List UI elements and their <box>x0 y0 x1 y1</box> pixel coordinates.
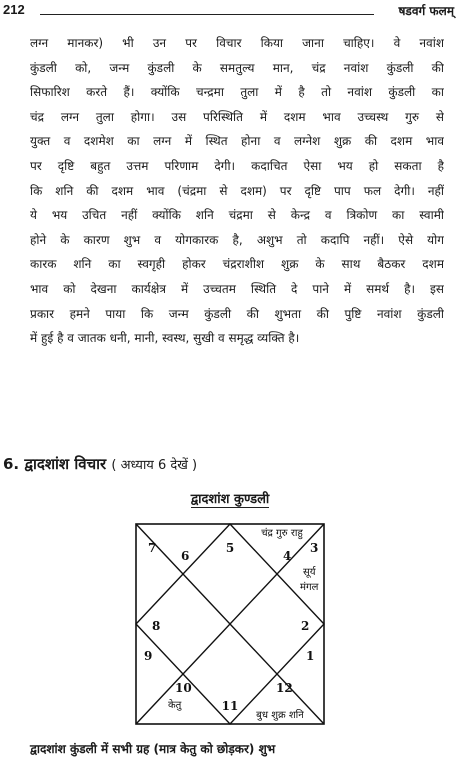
paragraph-line: भाव को देखना कार्यक्षेत्र में उच्चतम स्थिति दे पाने में समर्थ है। इस <box>30 281 444 296</box>
house-10: 10 <box>175 681 192 695</box>
planets-house-4: चंद्र गुरु राहु <box>261 528 303 539</box>
section-reference: ( अध्याय 6 देखें ) <box>111 458 198 473</box>
section-number: 6. <box>3 455 20 473</box>
running-title: षडवर्ग फलम् <box>398 4 454 18</box>
body-paragraph <box>30 31 444 351</box>
header-rule <box>40 14 374 15</box>
chart-title: द्वादशांश कुण्डली <box>190 492 270 507</box>
planets-house-12: बुध शुक्र शनि <box>256 710 304 721</box>
paragraph-line: ये भय उचित नहीं क्योंकि शनि चंद्रमा से केन्द्र व त्रिकोण का स्वामी <box>30 208 444 223</box>
house-2: 2 <box>301 619 310 633</box>
house-1: 1 <box>306 649 315 663</box>
planet-ketu-house-10: केतु <box>168 700 182 711</box>
page-header <box>0 0 460 22</box>
paragraph-line: कि शनि की दशम भाव (चंद्रमा से दशम) पर दृष्टि पाप फल देगी। नहीं <box>30 183 444 198</box>
house-5: 5 <box>225 541 235 555</box>
continuation-line: द्वादशांश कुंडली में सभी ग्रह (मात्र केतु को छोड़कर) शुभ <box>30 742 276 756</box>
house-7: 7 <box>148 541 157 555</box>
paragraph-line: चंद्र लग्न तुला होगा। उस परिस्थिति में दशम भाव उच्चस्थ गुरु से <box>30 109 444 124</box>
paragraph-line: युक्त व दशमेश का लग्न में स्थित होना व लग्नेश शुक्र की दशम भाव <box>30 134 444 149</box>
planet-mangal-house-3: मंगल <box>300 582 319 593</box>
house-12: 12 <box>276 681 293 695</box>
paragraph-line: होने के कारण शुभ व योगकारक है, अशुभ तो कदापि नहीं। ऐसे योग <box>30 232 444 247</box>
house-3: 3 <box>310 541 319 555</box>
house-4: 4 <box>283 549 292 563</box>
paragraph-line: लग्न मानकर) भी उन पर विचार किया जाना चाहिए। वे नवांश <box>30 36 444 50</box>
page-number: 212 <box>3 2 25 17</box>
house-6: 6 <box>181 549 190 563</box>
paragraph-line: सिफारिश करते हैं। क्योंकि चन्द्रमा तुला में है तो नवांश कुंडली का <box>30 85 444 100</box>
house-11: 11 <box>221 699 239 713</box>
paragraph-line: पर दृष्टि बहुत उत्तम परिणाम देगी। कदाचित ऐसा भय हो सकता है <box>30 158 444 173</box>
paragraph-line: कुंडली को, जन्म कुंडली के समतुल्य मान, चंद्र नवांश कुंडली की <box>30 60 444 75</box>
paragraph-line: कारक शनि का स्वगृही होकर चंद्रराशीश शुक्र के साथ बैठकर दशम <box>30 257 444 272</box>
house-8: 8 <box>152 619 161 633</box>
section-heading <box>3 454 197 474</box>
section-title: द्वादशांश विचार <box>24 455 107 473</box>
dwadashamsha-chart <box>130 520 330 728</box>
planet-surya-house-3: सूर्य <box>303 567 316 578</box>
paragraph-line: में हुई है व जातक धनी, मानी, स्वस्थ, सुखी व समृद्ध व्यक्ति है। <box>30 331 300 346</box>
paragraph-line: प्रकार हमने पाया कि जन्म कुंडली की शुभता की पुष्टि नवांश कुंडली <box>30 306 444 321</box>
house-9: 9 <box>144 649 153 663</box>
